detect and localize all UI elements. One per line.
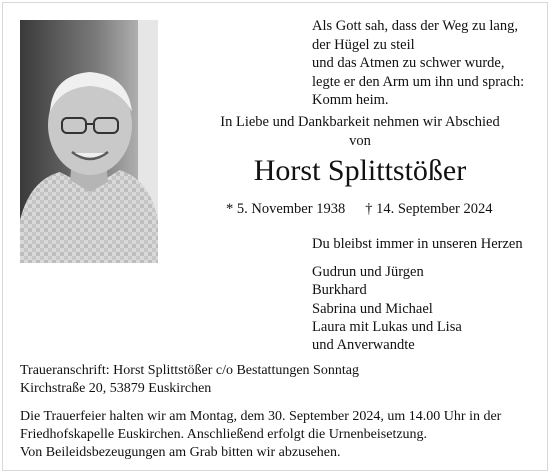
- life-dates: [226, 200, 546, 218]
- ceremony-line: Die Trauerfeier halten wir am Montag, dem 30. September 2024, um 14.00 Uhr in der: [20, 409, 502, 424]
- ceremony-line: Von Beileidsbezeugungen am Grab bitten wir abzusehen.: [20, 445, 341, 460]
- birth-date: * 5. November 1938: [226, 201, 346, 217]
- death-date: † 14. September 2024: [365, 201, 493, 217]
- address-line: Traueranschrift: Horst Splittstößer c/o Bestattungen Sonntag: [20, 363, 359, 378]
- farewell-intro: [170, 113, 550, 150]
- memorial-motto: Du bleibst immer in unseren Herzen: [312, 236, 523, 252]
- poem-line: legte er den Arm um ihn und sprach:: [312, 73, 525, 90]
- poem-line: Als Gott sah, dass der Weg zu lang,: [312, 18, 518, 34]
- poem: [312, 17, 542, 110]
- poem-line: und das Atmen zu schwer wurde,: [312, 55, 505, 71]
- poem-line: Komm heim.: [312, 92, 389, 108]
- mourner-entry: Sabrina und Michael: [312, 300, 433, 317]
- mourner-entry: Gudrun und Jürgen: [312, 264, 424, 280]
- poem-line: der Hügel zu steil: [312, 36, 415, 53]
- mourner-entry: Burkhard: [312, 282, 367, 299]
- intro-line: von: [349, 132, 371, 149]
- mourner-entry: Laura mit Lukas und Lisa: [312, 318, 462, 335]
- mourning-address: [20, 362, 530, 398]
- mourner-entry: und Anverwandte: [312, 337, 415, 354]
- intro-line: In Liebe und Dankbarkeit nehmen wir Abschied: [220, 114, 500, 130]
- mourners-list: [312, 263, 462, 354]
- ceremony-line: Friedhofskapelle Euskirchen. Anschließend erfolgt die Urnenbeisetzung.: [20, 427, 428, 442]
- address-line: Kirchstraße 20, 53879 Euskirchen: [20, 381, 212, 396]
- funeral-details: [20, 408, 535, 462]
- portrait-photo: [20, 20, 158, 263]
- deceased-name: Horst Splittstößer: [253, 154, 467, 187]
